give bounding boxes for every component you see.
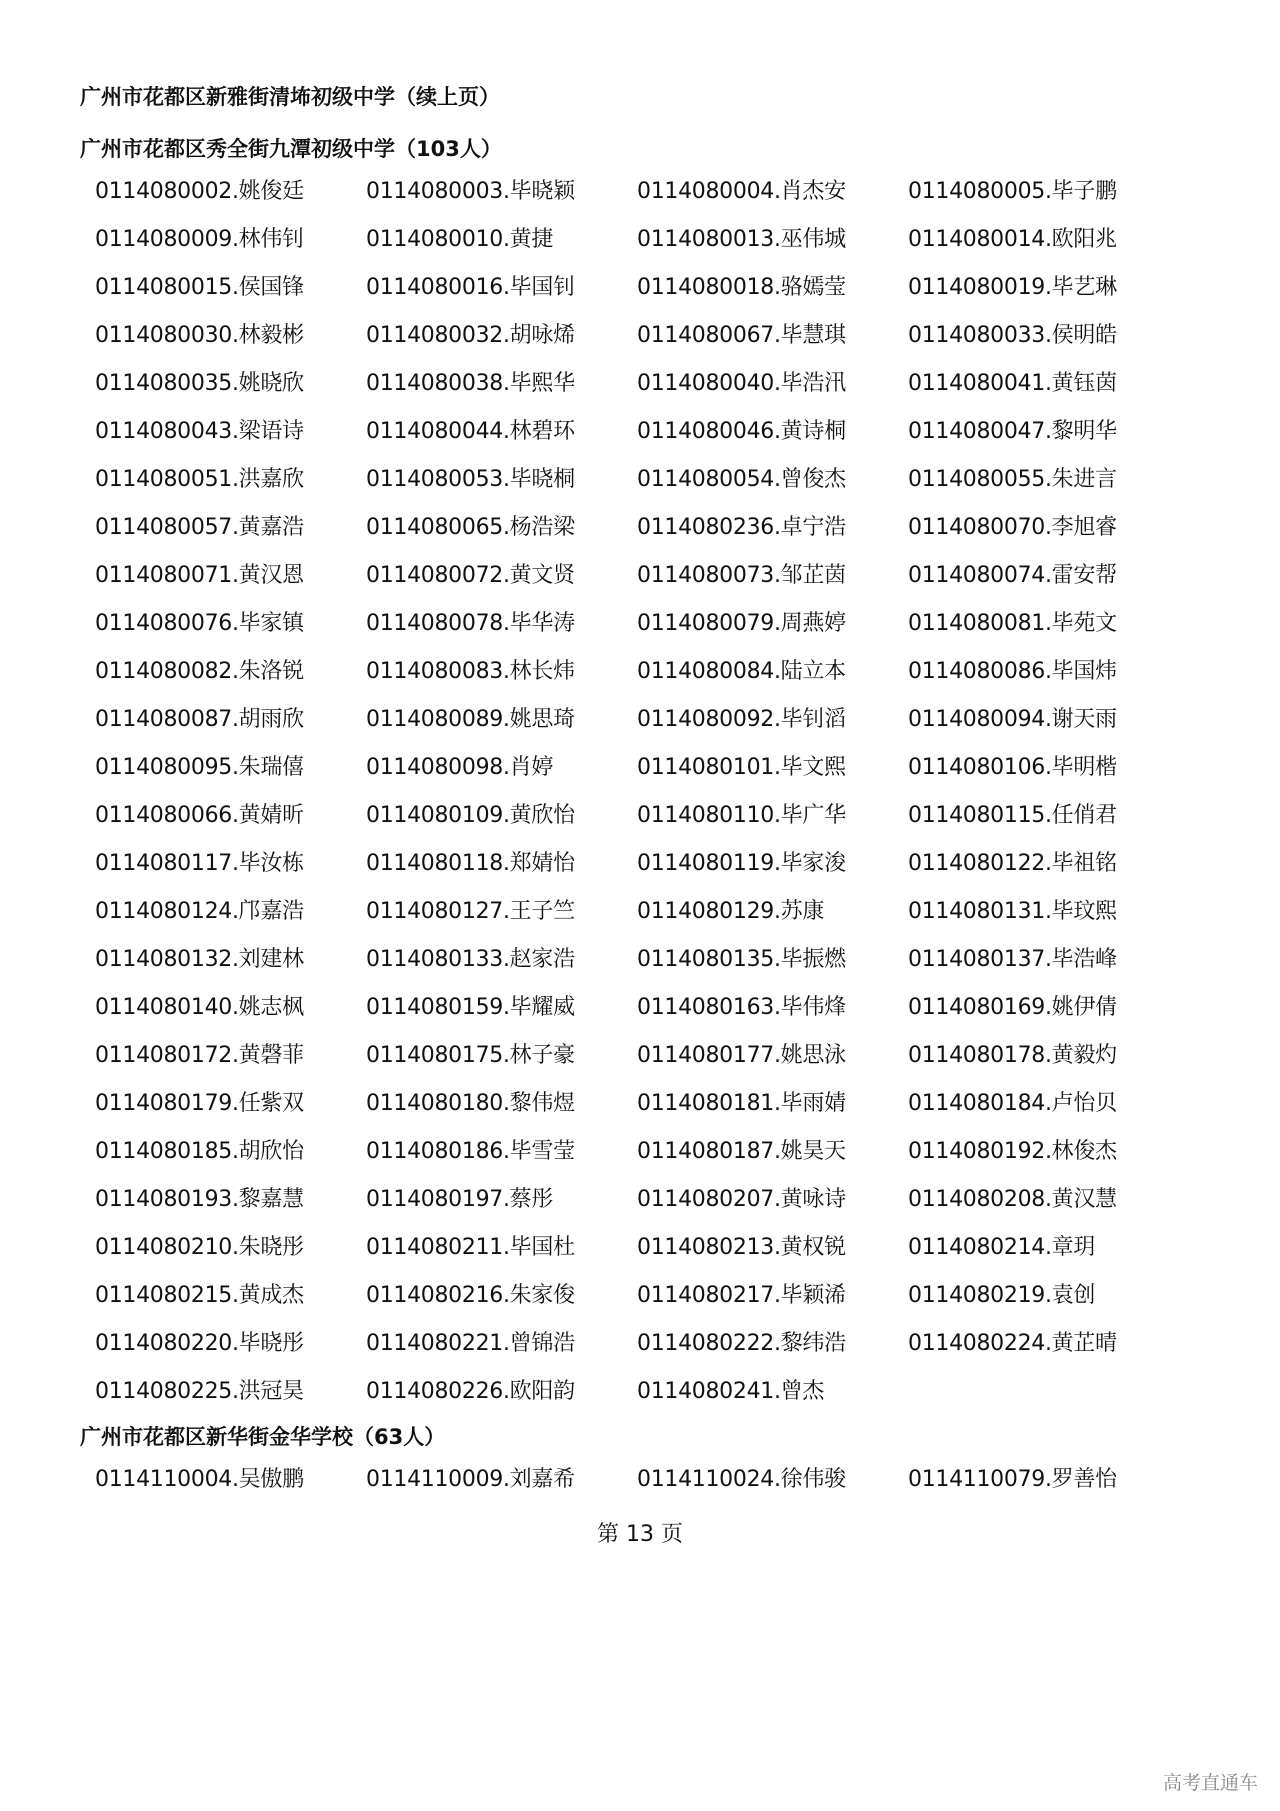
student-entry: 0114080010.黄捷 <box>366 227 554 252</box>
student-entry: 0114080004.肖杰安 <box>637 179 846 204</box>
student-entry: 0114080018.骆嫣莹 <box>637 275 846 300</box>
student-entry: 0114080014.欧阳兆 <box>908 227 1117 252</box>
student-entry: 0114080208.黄汉慧 <box>908 1187 1117 1212</box>
student-entry: 0114080220.毕晓彤 <box>95 1331 304 1356</box>
student-entry: 0114080178.黄毅灼 <box>908 1043 1117 1068</box>
student-entry: 0114080236.卓宁浩 <box>637 515 846 540</box>
student-entry: 0114080222.黎纬浩 <box>637 1331 846 1356</box>
student-entry: 0114110009.刘嘉希 <box>366 1467 575 1492</box>
student-entry: 0114080132.刘建林 <box>95 947 304 972</box>
student-entry: 0114080129.苏康 <box>637 899 825 924</box>
student-entry: 0114080098.肖婷 <box>366 755 554 780</box>
student-entry: 0114080118.郑婧怡 <box>366 851 575 876</box>
student-entry: 0114080074.雷安帮 <box>908 563 1117 588</box>
student-entry: 0114080169.姚伊倩 <box>908 995 1117 1020</box>
student-entry: 0114080175.林子豪 <box>366 1043 575 1068</box>
student-entry: 0114080003.毕晓颖 <box>366 179 575 204</box>
student-entry: 0114080187.姚昊天 <box>637 1139 846 1164</box>
student-entry: 0114080065.杨浩梁 <box>366 515 575 540</box>
student-entry: 0114080078.毕华涛 <box>366 611 575 636</box>
student-entry: 0114080073.邹芷茵 <box>637 563 846 588</box>
student-entry: 0114110024.徐伟骏 <box>637 1467 846 1492</box>
student-entry: 0114080051.洪嘉欣 <box>95 467 304 492</box>
student-entry: 0114080213.黄权锐 <box>637 1235 846 1260</box>
student-entry: 0114080184.卢怡贝 <box>908 1091 1117 1116</box>
student-entry: 0114080110.毕广华 <box>637 803 846 828</box>
watermark-text: 高考直通车 <box>1162 1772 1258 1794</box>
student-entry: 0114080054.曾俊杰 <box>637 467 846 492</box>
student-entry: 0114080180.黎伟煜 <box>366 1091 575 1116</box>
student-entry: 0114080215.黄成杰 <box>95 1283 304 1308</box>
student-entry: 0114080117.毕汝栋 <box>95 851 304 876</box>
student-entry: 0114080081.毕苑文 <box>908 611 1117 636</box>
student-entry: 0114080185.胡欣怡 <box>95 1139 304 1164</box>
student-entry: 0114080192.林俊杰 <box>908 1139 1117 1164</box>
student-entry: 0114080002.姚俊廷 <box>95 179 304 204</box>
student-entry: 0114080076.毕家镇 <box>95 611 304 636</box>
student-entry: 0114080137.毕浩峰 <box>908 947 1117 972</box>
student-entry: 0114080038.毕熙华 <box>366 371 575 396</box>
student-entry: 0114080217.毕颖浠 <box>637 1283 846 1308</box>
student-entry: 0114080079.周燕婷 <box>637 611 846 636</box>
student-entry: 0114080089.姚思琦 <box>366 707 575 732</box>
student-entry: 0114080181.毕雨婧 <box>637 1091 846 1116</box>
student-entry: 0114080186.毕雪莹 <box>366 1139 575 1164</box>
section-heading-jinhua: 广州市花都区新华街金华学校（63人） <box>80 1425 446 1449</box>
student-entry: 0114080013.巫伟城 <box>637 227 846 252</box>
student-entry: 0114080133.赵家浩 <box>366 947 575 972</box>
student-entry: 0114080015.侯国锋 <box>95 275 304 300</box>
student-entry: 0114080087.胡雨欣 <box>95 707 304 732</box>
student-entry: 0114080055.朱进言 <box>908 467 1117 492</box>
student-entry: 0114080207.黄咏诗 <box>637 1187 846 1212</box>
student-list-jiutan <box>80 168 1140 1416</box>
student-entry: 0114110004.吴傲鹏 <box>95 1467 304 1492</box>
student-entry: 0114080109.黄欣怡 <box>366 803 575 828</box>
student-entry: 0114080124.邝嘉浩 <box>95 899 304 924</box>
student-entry: 0114110079.罗善怡 <box>908 1467 1117 1492</box>
student-entry: 0114080044.林碧环 <box>366 419 575 444</box>
student-entry: 0114080086.毕国炜 <box>908 659 1117 684</box>
page-content <box>80 82 1140 1504</box>
student-entry: 0114080177.姚思泳 <box>637 1043 846 1068</box>
student-entry: 0114080094.谢天雨 <box>908 707 1117 732</box>
student-entry: 0114080066.黄婧昕 <box>95 803 304 828</box>
student-entry: 0114080119.毕家浚 <box>637 851 846 876</box>
continued-school-heading: 广州市花都区新雅街清㘵初级中学（续上页） <box>80 85 500 109</box>
student-entry: 0114080106.毕明楷 <box>908 755 1117 780</box>
student-entry: 0114080030.林毅彬 <box>95 323 304 348</box>
student-entry: 0114080067.毕慧琪 <box>637 323 846 348</box>
student-entry: 0114080072.黄文贤 <box>366 563 575 588</box>
student-entry: 0114080083.林长炜 <box>366 659 575 684</box>
student-entry: 0114080135.毕振燃 <box>637 947 846 972</box>
section-heading-jiutan: 广州市花都区秀全街九潭初级中学（103人） <box>80 137 502 161</box>
student-entry: 0114080115.任俏君 <box>908 803 1117 828</box>
student-entry: 0114080122.毕祖铭 <box>908 851 1117 876</box>
student-entry: 0114080193.黎嘉慧 <box>95 1187 304 1212</box>
student-entry: 0114080241.曾杰 <box>637 1379 825 1404</box>
page-number: 第 13 页 <box>597 1522 683 1547</box>
student-entry: 0114080041.黄钰茵 <box>908 371 1117 396</box>
student-entry: 0114080040.毕浩汛 <box>637 371 846 396</box>
student-entry: 0114080219.袁创 <box>908 1283 1096 1308</box>
student-entry: 0114080221.曾锦浩 <box>366 1331 575 1356</box>
student-entry: 0114080211.毕国杜 <box>366 1235 575 1260</box>
student-entry: 0114080019.毕艺琳 <box>908 275 1117 300</box>
student-entry: 0114080131.毕玟熙 <box>908 899 1117 924</box>
student-entry: 0114080127.王子竺 <box>366 899 575 924</box>
student-entry: 0114080214.章玥 <box>908 1235 1096 1260</box>
student-entry: 0114080197.蔡彤 <box>366 1187 554 1212</box>
student-entry: 0114080163.毕伟烽 <box>637 995 846 1020</box>
student-entry: 0114080224.黄芷晴 <box>908 1331 1117 1356</box>
student-entry: 0114080084.陆立本 <box>637 659 846 684</box>
student-entry: 0114080005.毕子鹏 <box>908 179 1117 204</box>
student-entry: 0114080101.毕文熙 <box>637 755 846 780</box>
student-entry: 0114080009.林伟钊 <box>95 227 304 252</box>
student-entry: 0114080033.侯明皓 <box>908 323 1117 348</box>
student-entry: 0114080140.姚志枫 <box>95 995 304 1020</box>
student-entry: 0114080047.黎明华 <box>908 419 1117 444</box>
student-entry: 0114080210.朱晓彤 <box>95 1235 304 1260</box>
student-list-jinhua <box>80 1456 1140 1504</box>
student-entry: 0114080071.黄汉恩 <box>95 563 304 588</box>
student-entry: 0114080082.朱洛锐 <box>95 659 304 684</box>
student-entry: 0114080095.朱瑞僖 <box>95 755 304 780</box>
student-entry: 0114080032.胡咏烯 <box>366 323 575 348</box>
student-entry: 0114080092.毕钊滔 <box>637 707 846 732</box>
student-entry: 0114080179.任紫双 <box>95 1091 304 1116</box>
student-entry: 0114080043.梁语诗 <box>95 419 304 444</box>
student-entry: 0114080159.毕耀威 <box>366 995 575 1020</box>
student-entry: 0114080016.毕国钊 <box>366 275 575 300</box>
student-entry: 0114080057.黄嘉浩 <box>95 515 304 540</box>
student-entry: 0114080216.朱家俊 <box>366 1283 575 1308</box>
student-entry: 0114080225.洪冠昊 <box>95 1379 304 1404</box>
student-entry: 0114080172.黄磬菲 <box>95 1043 304 1068</box>
student-entry: 0114080053.毕晓桐 <box>366 467 575 492</box>
student-entry: 0114080035.姚晓欣 <box>95 371 304 396</box>
student-entry: 0114080046.黄诗桐 <box>637 419 846 444</box>
student-entry: 0114080070.李旭睿 <box>908 515 1117 540</box>
student-entry: 0114080226.欧阳韵 <box>366 1379 575 1404</box>
